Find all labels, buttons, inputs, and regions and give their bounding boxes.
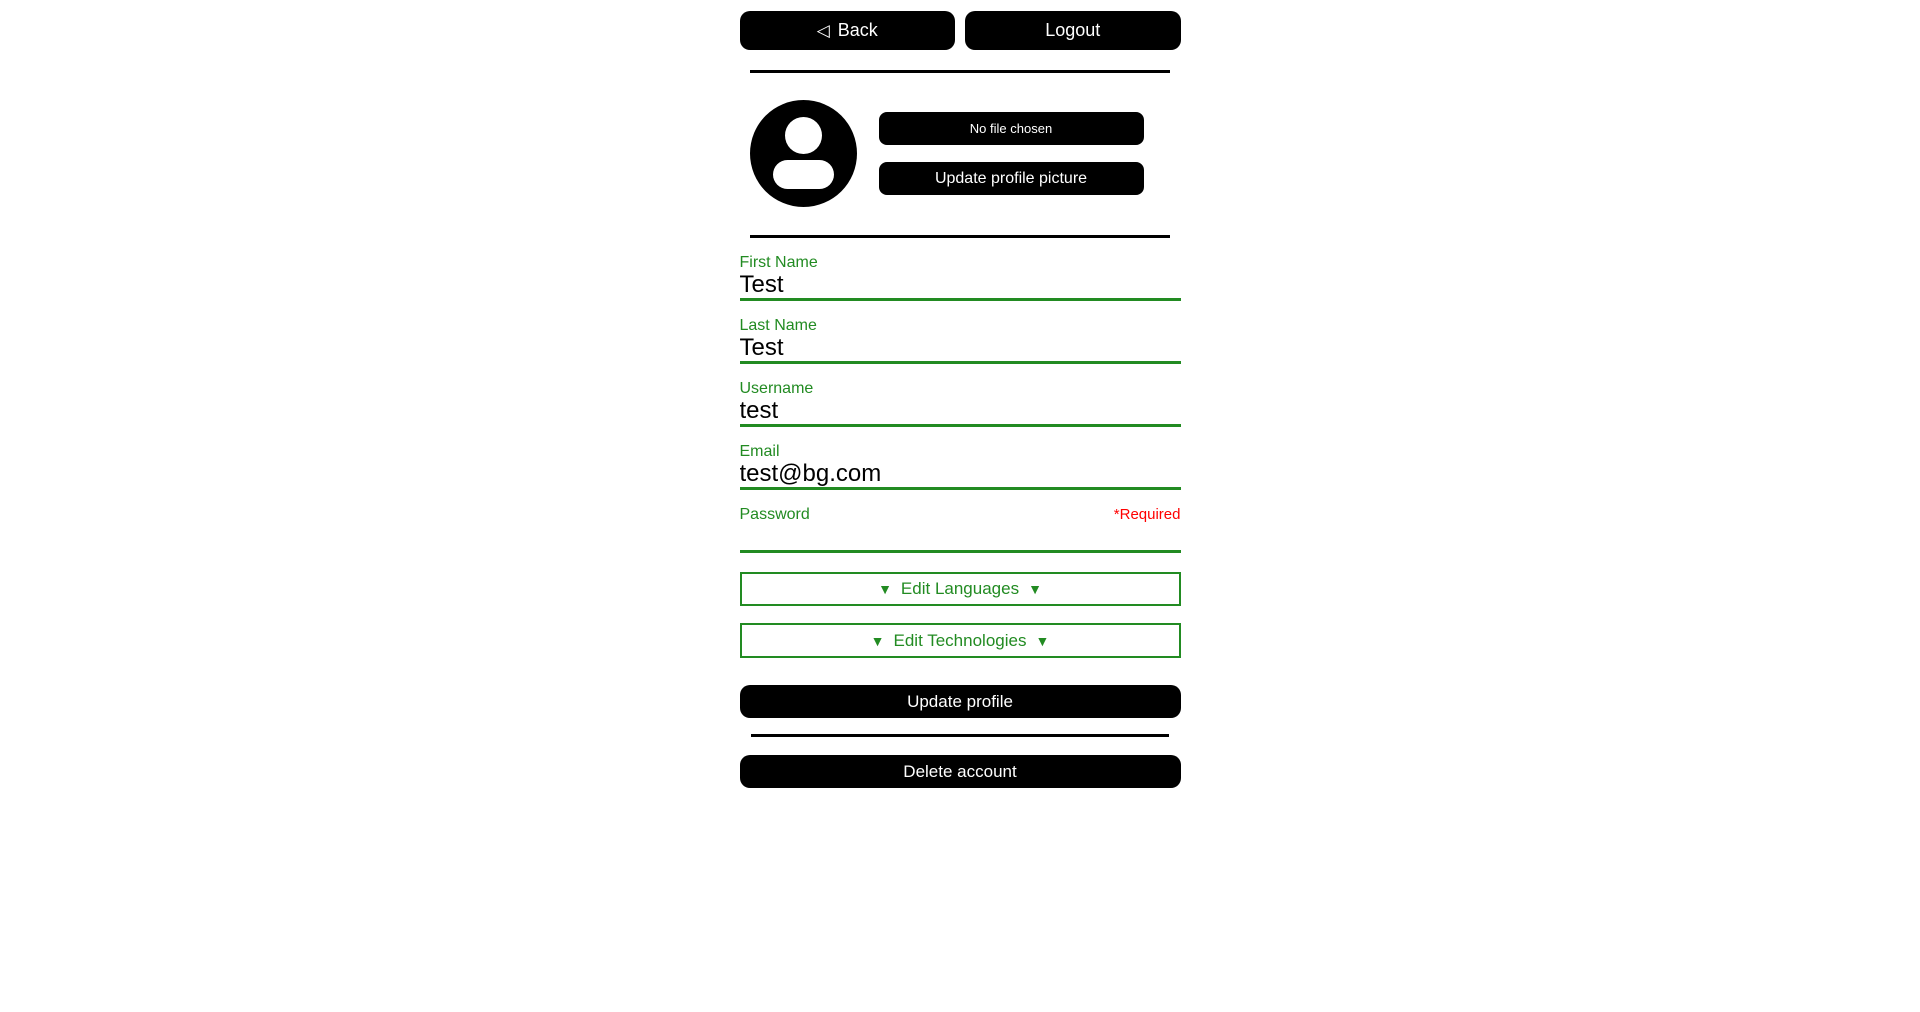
edit-languages-toggle[interactable] (740, 572, 1181, 606)
divider (750, 70, 1170, 73)
profile-page (740, 0, 1181, 788)
avatar (750, 100, 857, 207)
back-button[interactable] (740, 11, 956, 50)
header-button-row (740, 11, 1181, 50)
chevron-down-icon: ▼ (1028, 581, 1042, 597)
email-input[interactable] (740, 461, 1181, 490)
edit-technologies-label: Edit Technologies (893, 630, 1027, 650)
picture-button-column (879, 112, 1144, 195)
email-label: Email (739, 443, 780, 460)
last-name-field-group (740, 316, 1181, 364)
chevron-down-icon: ▼ (878, 581, 892, 597)
chevron-down-icon: ▼ (1035, 632, 1050, 649)
delete-account-label: Delete account (903, 761, 1017, 781)
required-note: *Required (1113, 506, 1181, 523)
profile-picture-section (740, 100, 1181, 207)
last-name-label: Last Name (739, 317, 817, 334)
divider (751, 734, 1169, 737)
first-name-input[interactable] (740, 272, 1181, 301)
first-name-label: First Name (739, 254, 818, 271)
password-label: Password (739, 506, 810, 523)
password-label-row (740, 505, 1181, 524)
back-button-label: Back (837, 20, 878, 40)
file-input-status: No file chosen (969, 121, 1053, 136)
password-input[interactable] (740, 524, 1181, 553)
edit-languages-label: Edit Languages (900, 579, 1020, 598)
username-field-group (740, 379, 1181, 427)
first-name-field-group (740, 253, 1181, 301)
last-name-input[interactable] (740, 335, 1181, 364)
update-profile-picture-button[interactable] (879, 162, 1144, 195)
edit-technologies-toggle[interactable] (740, 623, 1181, 658)
update-profile-button[interactable] (740, 685, 1181, 718)
file-input-button[interactable] (879, 112, 1144, 145)
logout-button-label: Logout (1045, 20, 1101, 40)
password-field-group (740, 505, 1181, 553)
profile-form (740, 253, 1181, 788)
delete-account-button[interactable] (740, 755, 1181, 788)
email-field-group (740, 442, 1181, 490)
update-profile-picture-label: Update profile picture (934, 169, 1088, 187)
back-arrow-icon: ◁ (816, 21, 830, 40)
username-input[interactable] (740, 398, 1181, 427)
divider (750, 235, 1170, 238)
username-label: Username (739, 380, 814, 397)
logout-button[interactable] (965, 11, 1181, 50)
chevron-down-icon: ▼ (870, 632, 885, 649)
update-profile-label: Update profile (907, 691, 1013, 711)
user-avatar-icon (750, 100, 857, 207)
